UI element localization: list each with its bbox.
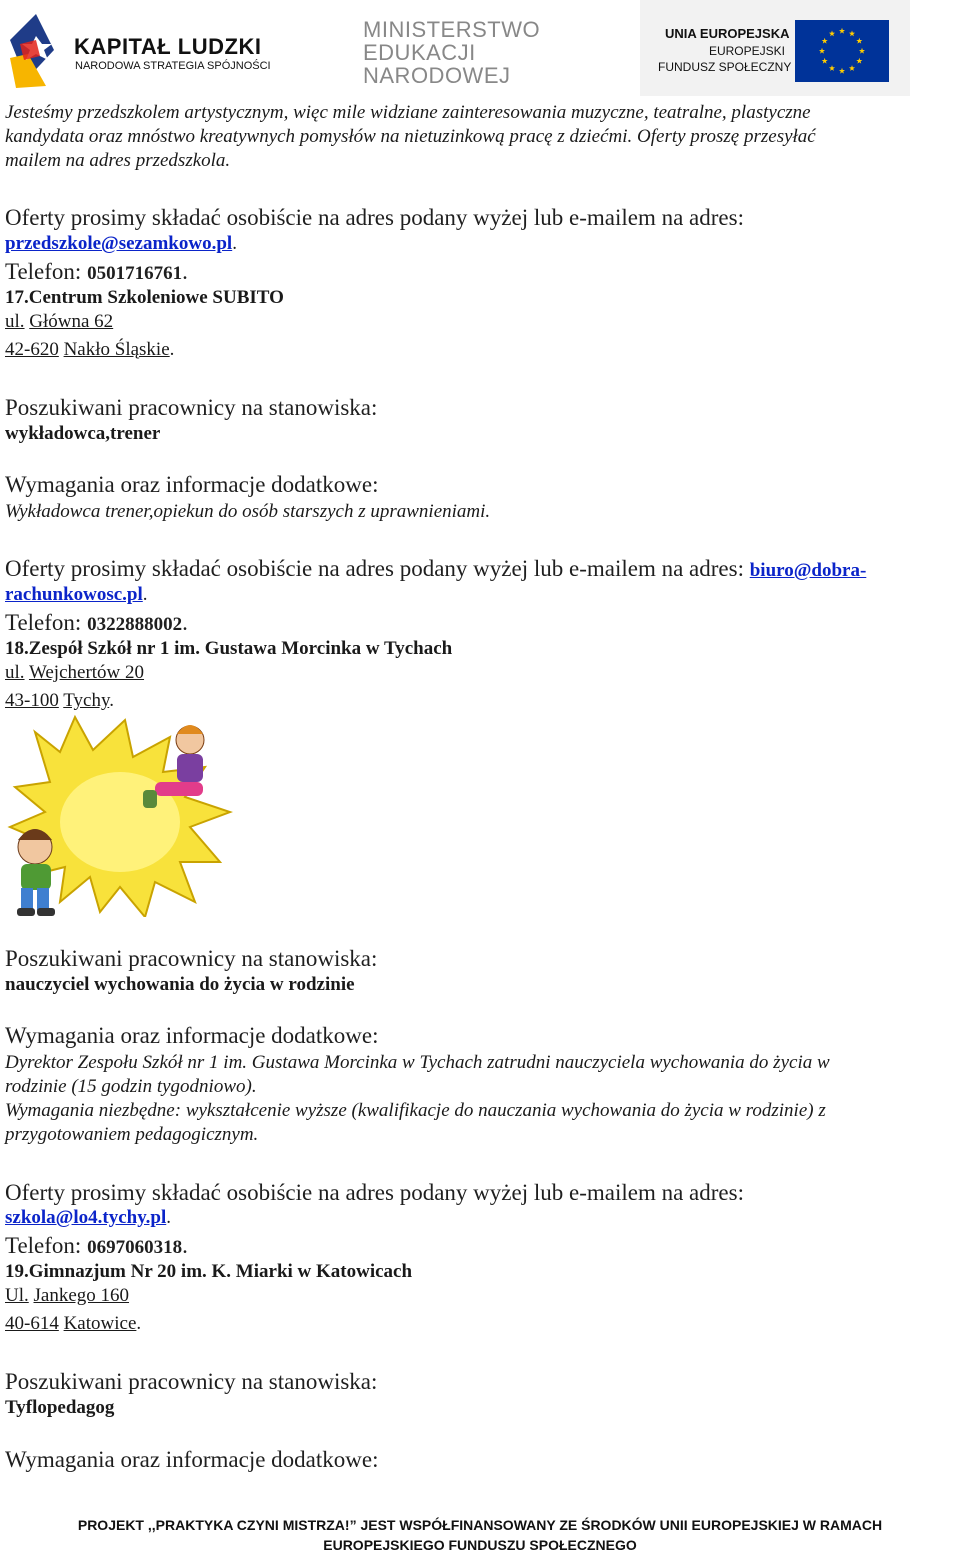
institution-heading: 17.Centrum Szkoleniowe SUBITO [5, 287, 284, 308]
dot: . [109, 690, 114, 711]
dot: . [166, 1207, 171, 1228]
street-row [5, 1285, 129, 1307]
dot: . [136, 1313, 142, 1334]
requirements-line-3: Wymagania niezbędne: wykształcenie wyższe (kwalifikacje do nauczania wychowania do życia w rodzinie) z [5, 1100, 826, 1121]
street: Wejchertów 20 [28, 662, 145, 683]
offers-label: Oferty prosimy składać osobiście na adres podany wyżej lub e-mailem na adres: [5, 556, 744, 581]
street-prefix: ul. [5, 662, 25, 683]
phone-row [5, 259, 188, 287]
offers-label: Oferty prosimy składać osobiście na adres podany wyżej lub e-mailem na adres: [5, 1180, 744, 1205]
phone-label: Telefon: [5, 610, 82, 635]
requirements-line-4: przygotowaniem pedagogicznym. [5, 1124, 259, 1145]
dot: . [182, 610, 188, 635]
position-value: nauczyciel wychowania do życia w rodzinie [5, 974, 355, 995]
ministry-line-2: EDUKACJI [363, 40, 476, 65]
positions-label: Poszukiwani pracownicy na stanowiska: [5, 395, 378, 420]
dot: . [232, 233, 237, 254]
city-row [5, 339, 174, 361]
dot: . [182, 1233, 188, 1258]
eu-line-3: FUNDUSZ SPOŁECZNY [658, 60, 792, 74]
street: Główna 62 [29, 311, 114, 332]
positions-label: Poszukiwani pracownicy na stanowiska: [5, 946, 378, 971]
email-link-part-2[interactable]: rachunkowosc.pl [5, 584, 143, 605]
offers-label: Oferty prosimy składać osobiście na adres podany wyżej lub e-mailem na adres: [5, 205, 744, 230]
eu-flag-icon [795, 20, 889, 82]
offers-row [5, 556, 866, 584]
ministry-logo [363, 18, 540, 87]
dot: . [182, 259, 188, 284]
footer-line-1: PROJEKT ,,PRAKTYKA CZYNI MISTRZA!” JEST WSPÓŁFINANSOWANY ZE ŚRODKÓW UNII EUROPEJSKIEJ W RAMACH [77, 1517, 883, 1533]
kapital-ludzki-subtitle: NARODOWA STRATEGIA SPÓJNOŚCI [75, 60, 271, 72]
street-prefix: ul. [5, 311, 25, 332]
positions-label: Poszukiwani pracownicy na stanowiska: [5, 1369, 378, 1394]
requirements-line-2: rodzinie (15 godzin tygodniowo). [5, 1076, 257, 1097]
email-row [5, 233, 237, 255]
intro-line-3: mailem na adres przedszkola. [5, 150, 231, 171]
institution-heading: 19.Gimnazjum Nr 20 im. K. Miarki w Katowicach [5, 1261, 413, 1282]
city-row [5, 690, 114, 712]
email-row [5, 584, 148, 606]
city: Tychy [63, 690, 110, 711]
requirements-label: Wymagania oraz informacje dodatkowe: [5, 472, 379, 497]
postcode: 43-100 [5, 690, 59, 711]
requirements-line-1: Dyrektor Zespołu Szkół nr 1 im. Gustawa Morcinka w Tychach zatrudni nauczyciela wychowania do życia w [5, 1052, 830, 1073]
email-link-part-1[interactable]: biuro@dobra- [749, 560, 867, 581]
email-row [5, 1207, 171, 1229]
postcode: 42-620 [5, 339, 59, 360]
requirements-label: Wymagania oraz informacje dodatkowe: [5, 1447, 379, 1472]
position-value: wykładowca,trener [5, 423, 161, 444]
city: Nakło Śląskie [63, 339, 170, 360]
street-row [5, 662, 144, 684]
street-prefix: Ul. [5, 1285, 29, 1306]
phone-number: 0501716761 [87, 263, 183, 284]
phone-row [5, 1233, 188, 1261]
requirements-text: Wykładowca trener,opiekun do osób starszych z uprawnieniami. [5, 501, 491, 522]
ministry-line-3: NARODOWEJ [363, 63, 511, 88]
intro-line-2: kandydata oraz mnóstwo kreatywnych pomysłów na nietuzinkową pracę z dziećmi. Oferty proszę przesyłać [5, 126, 816, 147]
street: Jankego 160 [33, 1285, 130, 1306]
kapital-ludzki-logo-icon [6, 10, 58, 90]
email-link[interactable]: przedszkole@sezamkowo.pl [5, 233, 233, 254]
position-value: Tyflopedagog [5, 1397, 115, 1418]
ministry-line-1: MINISTERSTWO [363, 17, 541, 42]
dot: . [142, 584, 148, 605]
phone-number: 0322888002 [87, 614, 183, 635]
phone-number: 0697060318 [87, 1237, 183, 1258]
phone-label: Telefon: [5, 1233, 82, 1258]
children-sun-illustration-icon [5, 712, 235, 917]
eu-line-1: UNIA EUROPEJSKA [665, 26, 790, 41]
eu-line-2: EUROPEJSKI [708, 44, 785, 58]
email-link[interactable]: szkola@lo4.tychy.pl [5, 1207, 167, 1228]
requirements-label: Wymagania oraz informacje dodatkowe: [5, 1023, 379, 1048]
kapital-ludzki-title: KAPITAŁ LUDZKI [74, 34, 262, 59]
institution-heading: 18.Zespół Szkół nr 1 im. Gustawa Morcinka w Tychach [5, 638, 453, 659]
city: Katowice [63, 1313, 137, 1334]
dot: . [169, 339, 175, 360]
city-row [5, 1313, 141, 1335]
intro-line-1: Jesteśmy przedszkolem artystycznym, więc mile widziane zainteresowania muzyczne, teatralne, plastyczne [5, 102, 811, 123]
postcode: 40-614 [5, 1313, 59, 1334]
street-row [5, 311, 113, 333]
footer-line-2: EUROPEJSKIEGO FUNDUSZU SPOŁECZNEGO [323, 1537, 637, 1553]
phone-label: Telefon: [5, 259, 82, 284]
phone-row [5, 610, 188, 638]
